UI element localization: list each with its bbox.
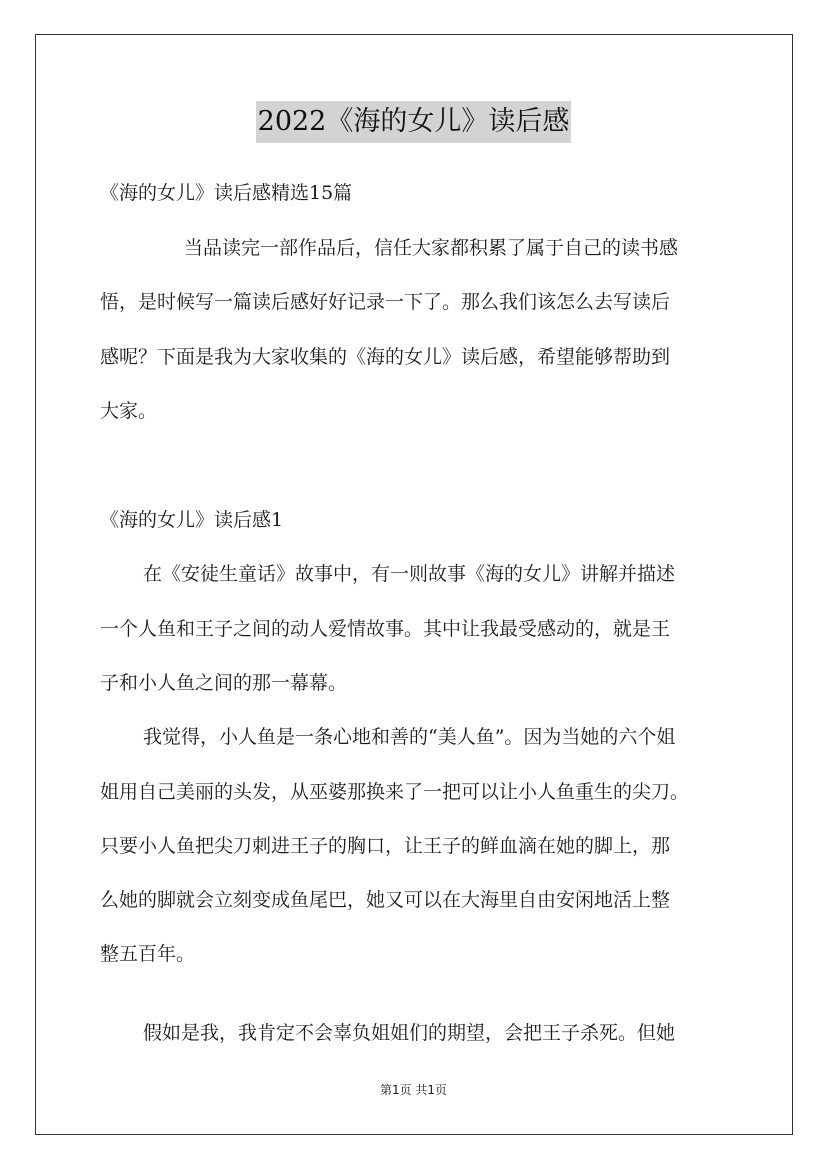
intro-line-2: 悟，是时候写一篇读后感好好记录一下了。那么我们该怎么去写读后 [100,291,671,313]
paragraph2-line-4: 么她的脚就会立刻变成鱼尾巴，她又可以在大海里自由安闲地活上整 [100,889,671,911]
paragraph2-line-1: 我觉得，小人鱼是一条心地和善的“美人鱼”。因为当她的六个姐 [143,726,676,748]
paragraph2-line-3: 只要小人鱼把尖刀刺进王子的胸口，让王子的鲜血滴在她的脚上，那 [100,835,671,857]
paragraph1-line-2: 一个人鱼和王子之间的动人爱情故事。其中让我最受感动的，就是王 [100,618,671,640]
section-heading: 《海的女儿》读后感1 [100,509,284,531]
document-title: 2022《海的女儿》读后感 [256,101,572,143]
page-footer: 第1页 共1页 [379,1083,448,1097]
intro-line-1: 当品读完一部作品后，信任大家都积累了属于自己的读书感 [184,237,679,259]
intro-line-4: 大家。 [100,400,158,422]
paragraph3-line-1: 假如是我，我肯定不会辜负姐姐们的期望，会把王子杀死。但她 [143,1022,676,1044]
paragraph1-line-3: 子和小人鱼之间的那一幕幕。 [100,672,348,694]
subtitle: 《海的女儿》读后感精选15篇 [100,182,353,204]
intro-line-3: 感呢？下面是我为大家收集的《海的女儿》读后感，希望能够帮助到 [100,346,671,368]
paragraph2-line-2: 姐用自己美丽的头发，从巫婆那换来了一把可以让小人鱼重生的尖刀。 [100,781,690,803]
document-title-wrapper [0,101,827,145]
paragraph2-line-5: 整五百年。 [100,943,196,965]
paragraph1-line-1: 在《安徒生童话》故事中，有一则故事《海的女儿》讲解并描述 [143,563,676,585]
